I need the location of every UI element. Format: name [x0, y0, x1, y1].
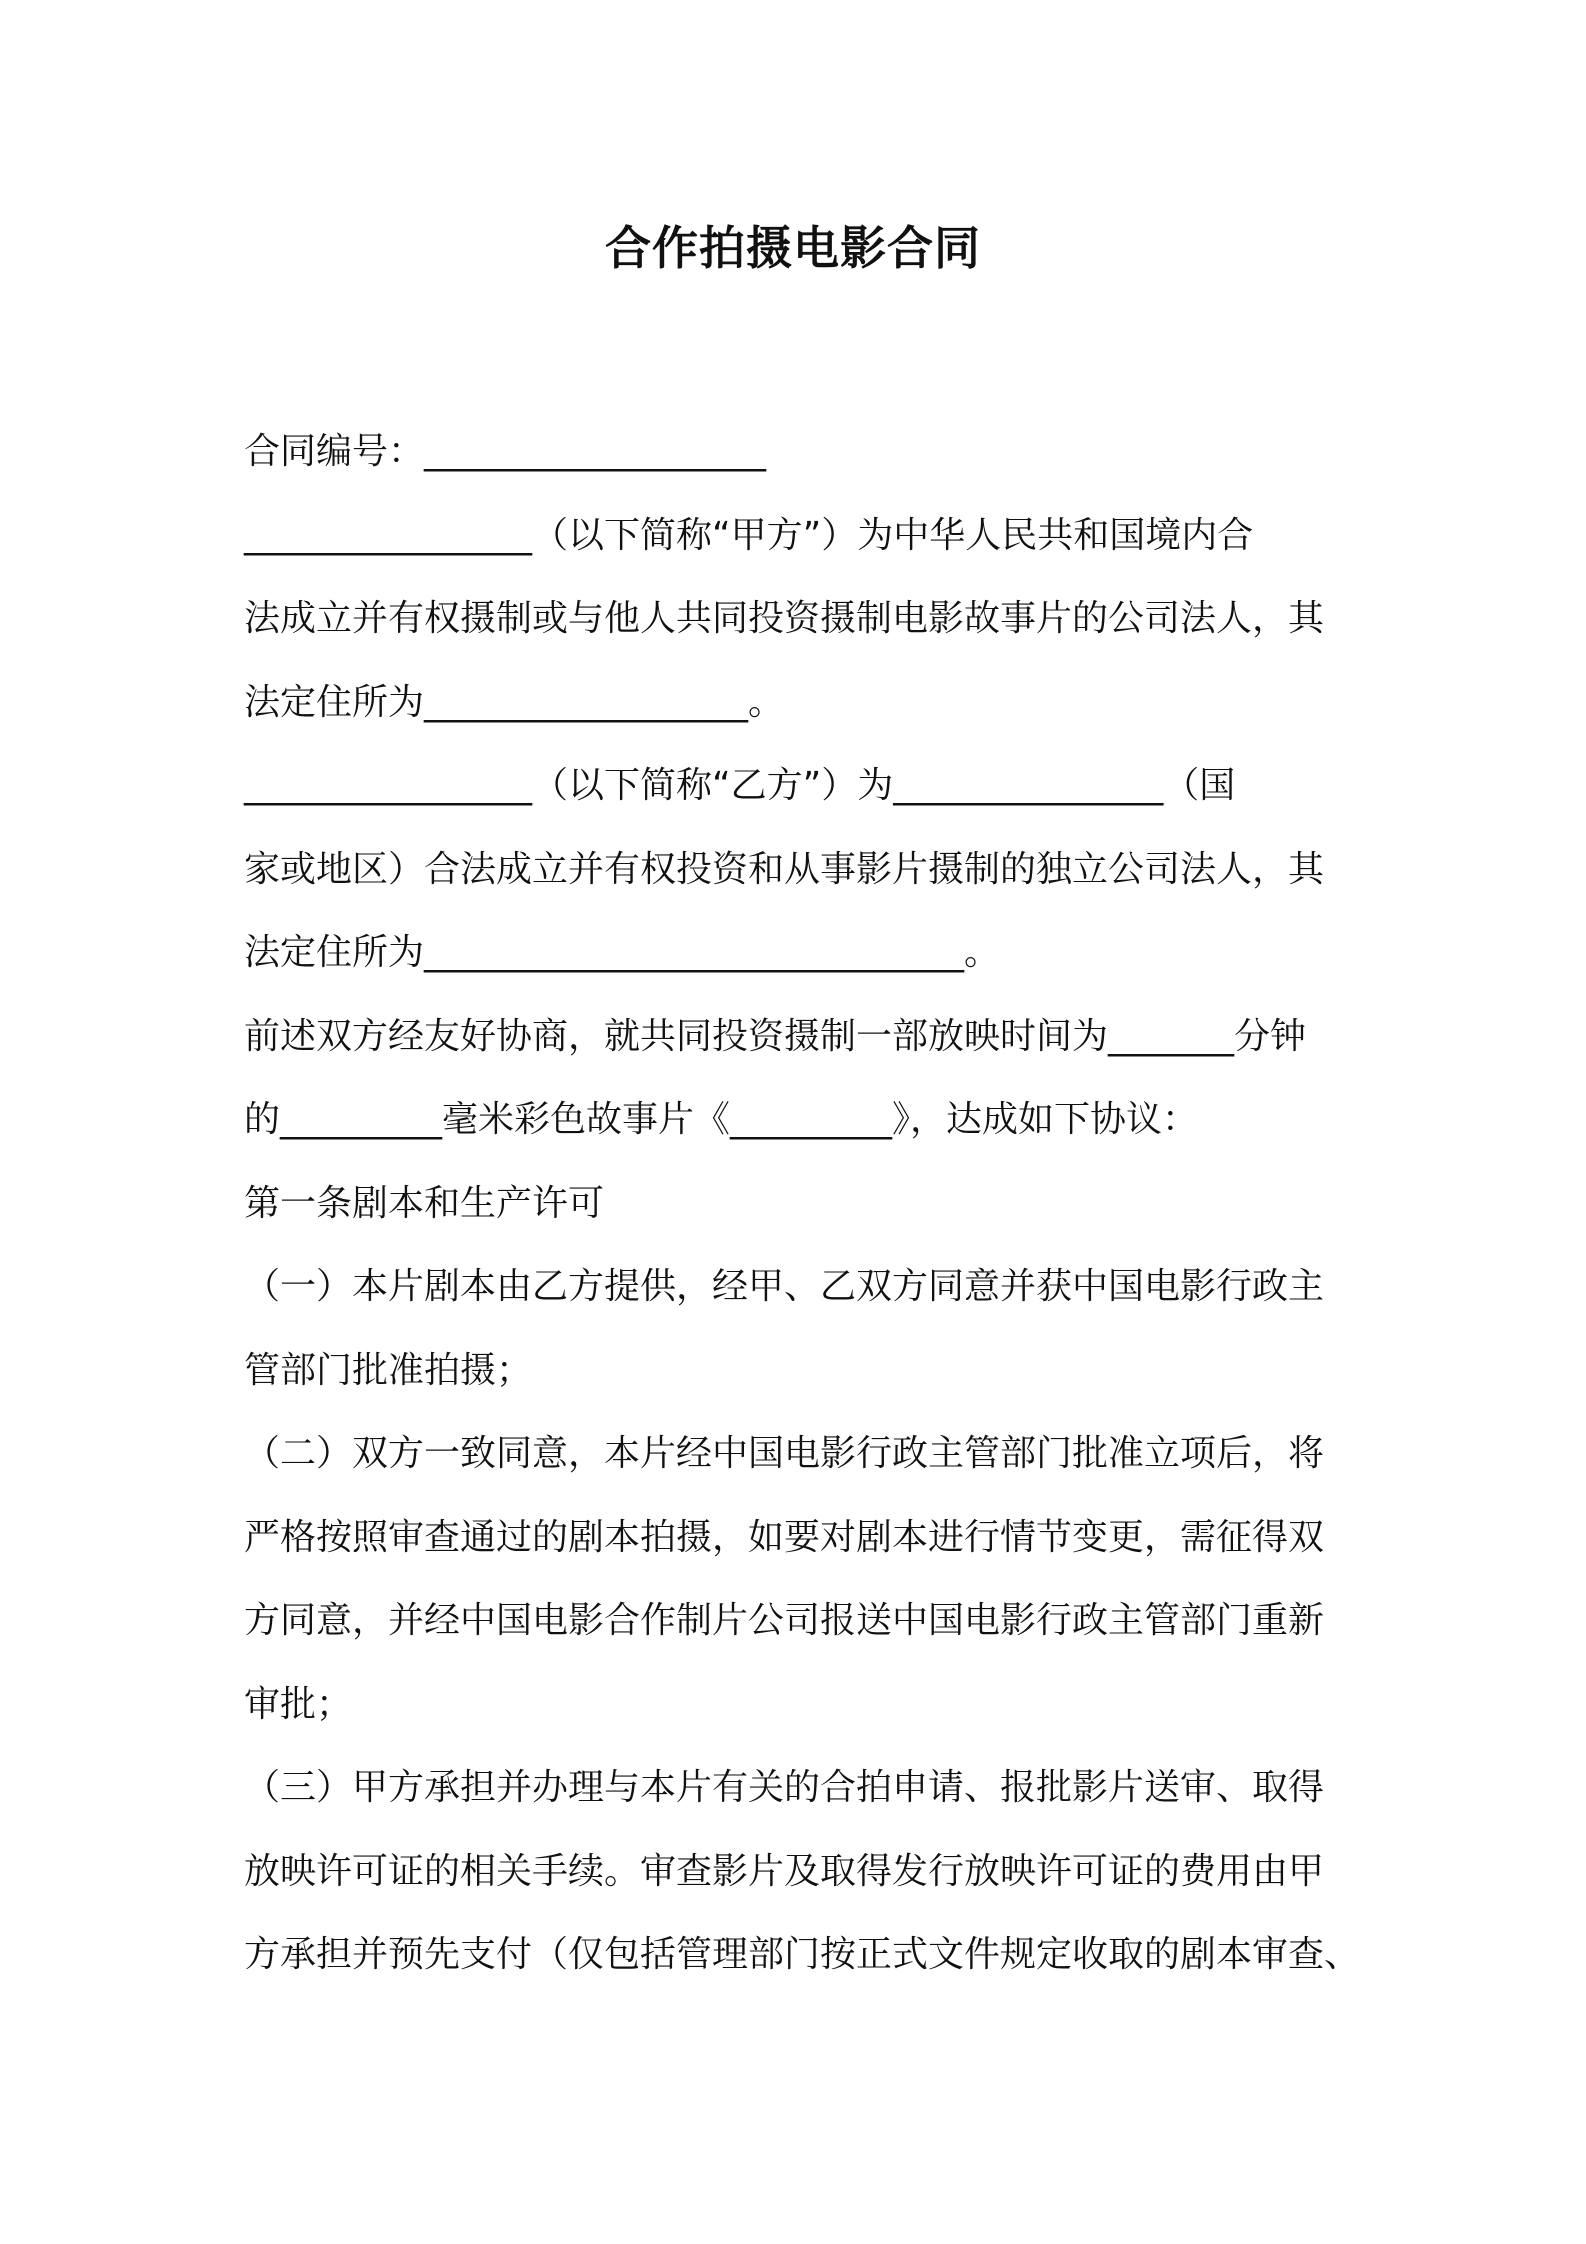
article-1-clause-1 — [244, 1245, 1362, 1412]
clause-line: 方同意，并经中国电影合作制片公司报送中国电影行政主管部门重新 — [244, 1600, 1325, 1641]
party-a-line: ________________（以下简称“甲方”）为中华人民共和国境内合 — [244, 514, 1254, 556]
clause-line: 方承担并预先支付（仅包括管理部门按正式文件规定收取的剧本审查、 — [244, 1934, 1361, 1975]
clause-line: 放映许可证的相关手续。审查影片及取得发行放映许可证的费用由甲 — [244, 1850, 1325, 1892]
party-b-line: 家或地区）合法成立并有权投资和从事影片摄制的独立公司法人，其 — [244, 848, 1325, 890]
clause-line: （一）本片剧本由乙方提供，经甲、乙双方同意并获中国电影行政主 — [244, 1266, 1325, 1307]
article-1-clause-3 — [244, 1746, 1362, 1997]
clause-line: （三）甲方承担并办理与本片有关的合拍申请、报批影片送审、取得 — [244, 1767, 1325, 1808]
party-a-line: 法成立并有权摄制或与他人共同投资摄制电影故事片的公司法人，其 — [244, 598, 1325, 639]
clause-line: （二）双方一致同意，本片经中国电影行政主管部门批准立项后，将 — [244, 1433, 1325, 1474]
party-a-line: 法定住所为__________________。 — [244, 681, 785, 723]
preamble-line: 的_________毫米彩色故事片《_________》，达成如下协议： — [244, 1099, 1199, 1140]
clause-line: 管部门批准拍摄； — [244, 1349, 533, 1391]
party-a-paragraph — [244, 494, 1362, 745]
document-title: 合作拍摄电影合同 — [605, 221, 981, 275]
article-1-heading: 第一条剧本和生产许可 — [244, 1182, 605, 1224]
party-b-line: 法定住所为______________________________。 — [244, 932, 1001, 973]
preamble-line: 前述双方经友好协商，就共同投资摄制一部放映时间为_______分钟 — [244, 1015, 1307, 1057]
document-body — [244, 410, 1362, 1997]
party-b-paragraph — [244, 744, 1362, 995]
article-1-clause-2 — [244, 1412, 1362, 1746]
clause-line: 审批； — [244, 1683, 353, 1725]
clause-line: 严格按照审查通过的剧本拍摄，如要对剧本进行情节变更，需征得双 — [244, 1516, 1325, 1558]
contract-number-line: 合同编号：___________________ — [244, 431, 767, 472]
preamble-paragraph — [244, 995, 1362, 1162]
party-b-line: ________________（以下简称“乙方”）为_______________（国 — [244, 765, 1236, 806]
